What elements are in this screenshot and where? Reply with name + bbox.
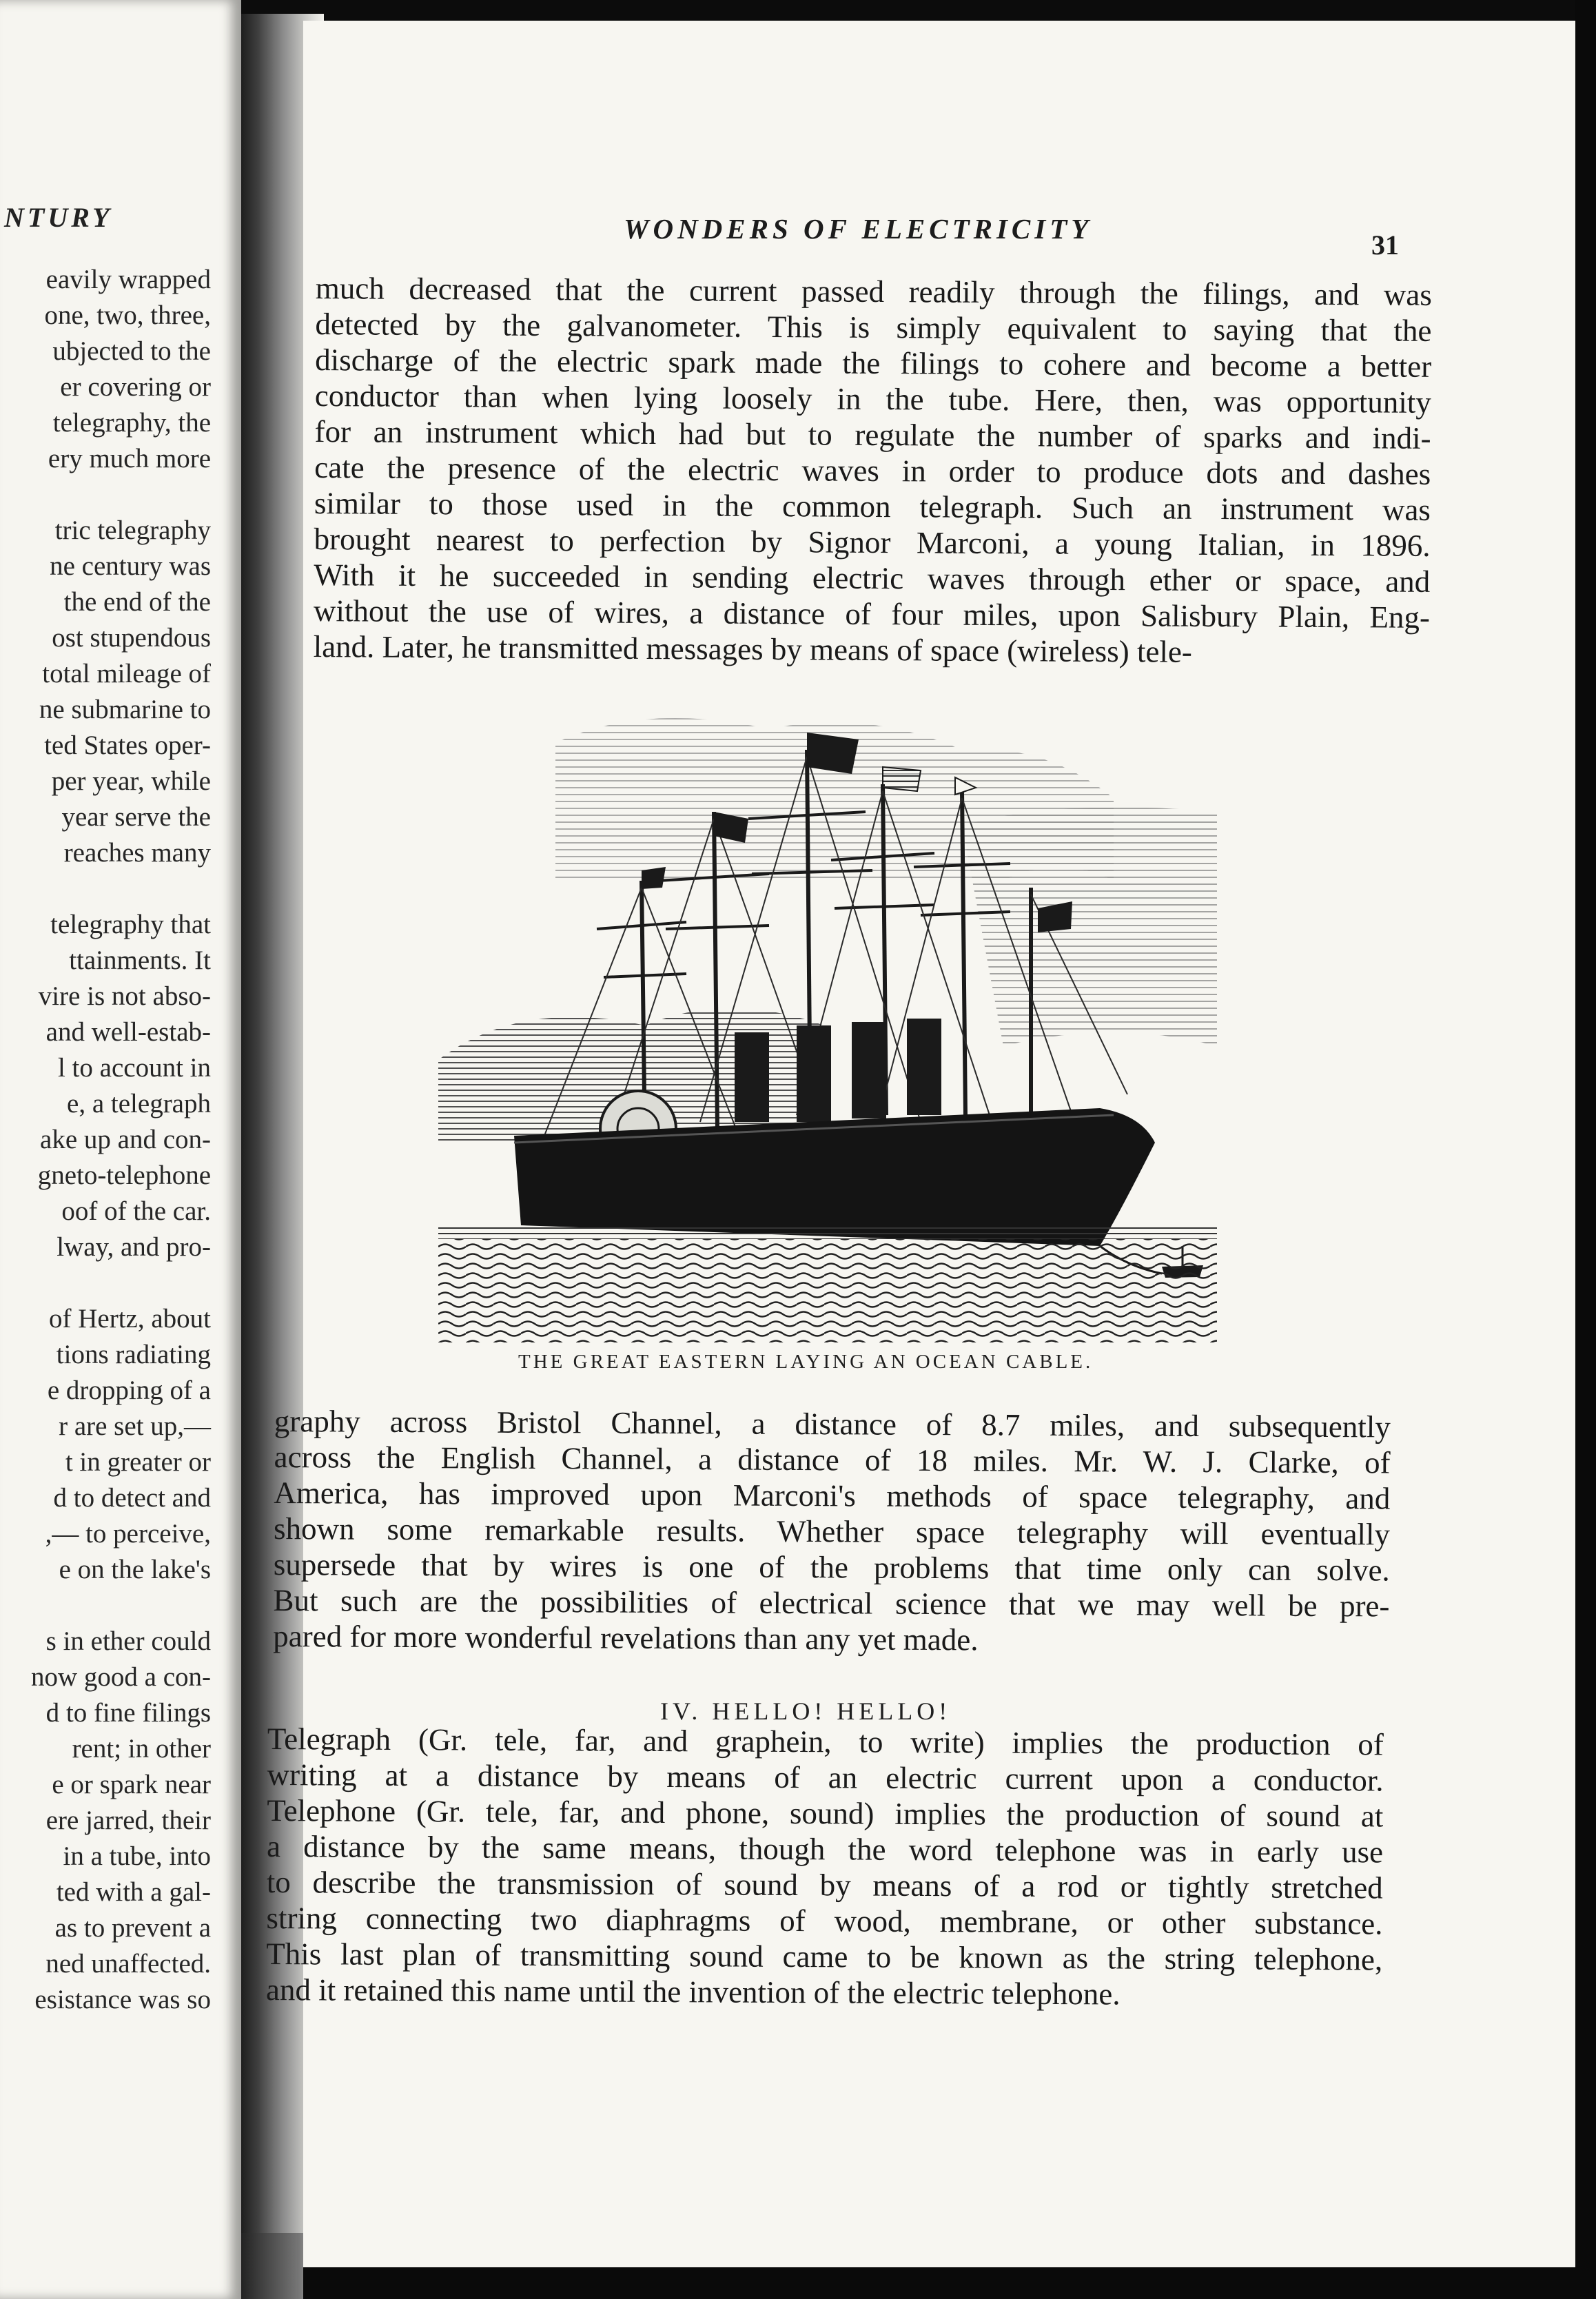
text-line: land. Later, he transmitted messages by means of space (wireless) tele-	[313, 629, 1193, 669]
left-page-line: now good a con-	[30, 1662, 211, 1692]
left-page-line: d to detect and	[53, 1483, 211, 1513]
text-line: pared for more wonderful revelations than any yet made.	[273, 1618, 979, 1657]
left-page-line: er covering or	[60, 372, 211, 402]
text-line: brought nearest to perfection by Signor Marconi, a young Italian, in 1896.	[314, 521, 1431, 563]
left-page-line: ne century was	[50, 551, 211, 581]
left-page-line: lway, and pro-	[57, 1232, 211, 1262]
left-page-line: in a tube, into	[63, 1841, 211, 1871]
scan-right-border	[1575, 0, 1596, 2299]
page-number: 31	[1371, 229, 1399, 260]
left-page-line: per year, while	[51, 766, 211, 796]
left-page-line: ubjected to the	[52, 336, 211, 366]
text-line: shown some remarkable results. Whether space telegraphy will eventually	[273, 1511, 1391, 1552]
text-line: detected by the galvanometer. This is simply equivalent to saying that the	[315, 306, 1432, 348]
left-page-line: s in ether could	[45, 1626, 211, 1656]
left-page-line: ,— to perceive,	[45, 1519, 211, 1549]
left-page-line: ery much more	[48, 444, 211, 473]
paragraph-marconi	[314, 270, 1432, 671]
text-line: Telegraph (Gr. tele, far, and graphein, to write) implies the production of	[267, 1721, 1384, 1762]
text-line: With it he succeeded in sending electric waves through ether or space, and	[314, 557, 1431, 599]
left-page-line: e or spark near	[52, 1770, 211, 1799]
left-page-line: e, a telegraph	[67, 1089, 211, 1118]
text-line: graphy across Bristol Channel, a distance of 8.7 miles, and subsequently	[274, 1404, 1391, 1444]
left-page-line: oof of the car.	[61, 1196, 211, 1226]
left-page	[0, 0, 241, 2299]
text-line: string connecting two diaphragms of wood, membrane, or other substance.	[266, 1900, 1383, 1941]
left-page-line: eavily wrapped	[45, 265, 211, 294]
left-page-line: e dropping of a	[47, 1376, 211, 1405]
left-page-line: as to prevent a	[54, 1913, 211, 1943]
text-line: supersede that by wires is one of the problems that time only can solve.	[273, 1546, 1390, 1588]
text-line: similar to those used in the common telegraph. Such an instrument was	[314, 485, 1431, 527]
left-page-line: one, two, three,	[44, 300, 211, 330]
text-line: without the use of wires, a distance of four miles, upon Salisbury Plain, Eng-	[313, 593, 1431, 635]
text-line: America, has improved upon Marconi's methods of space telegraphy, and	[274, 1475, 1391, 1516]
left-page-line: vire is not abso-	[38, 981, 211, 1011]
text-line: to describe the transmission of sound by means of a rod or tightly stretched	[266, 1864, 1383, 1905]
left-page-line: telegraphy, the	[52, 408, 211, 438]
text-line: cate the presence of the electric waves in order to produce dots and dashes	[314, 449, 1431, 491]
left-page-line: gneto-telephone	[37, 1161, 211, 1190]
text-line: a distance by the same means, though the word telephone was in early use	[266, 1828, 1384, 1870]
left-page-line: ted States oper-	[44, 730, 211, 760]
left-page-line: e on the lake's	[59, 1555, 211, 1584]
left-page-line: ted with a gal-	[56, 1877, 211, 1907]
text-line: This last plan of transmitting sound came to be known as the string telephone,	[266, 1936, 1383, 1977]
paragraph-space-telegraphy	[273, 1403, 1391, 1659]
text-line: writing at a distance by means of an electric current upon a conductor.	[267, 1757, 1384, 1798]
left-page-line: telegraphy that	[50, 910, 211, 939]
left-page-line: ttainments. It	[69, 946, 211, 975]
left-page-line: ere jarred, their	[45, 1806, 211, 1835]
running-head: WONDERS OF ELECTRICITY	[624, 213, 1093, 245]
left-page-line: t in greater or	[65, 1447, 211, 1477]
left-page-line: the end of the	[63, 587, 211, 617]
left-page-line: ne submarine to	[39, 695, 211, 724]
left-page-line: tions radiating	[56, 1340, 211, 1369]
left-page-line: and well-estab-	[45, 1017, 211, 1047]
left-page-line: ost stupendous	[52, 623, 211, 653]
text-line: and it retained this name until the invention of the electric telephone.	[265, 1972, 1121, 2012]
left-page-line: ake up and con-	[40, 1125, 211, 1154]
section-heading: IV. HELLO! HELLO!	[660, 1697, 952, 1725]
left-page-line: reaches many	[63, 838, 211, 868]
illustration-caption: THE GREAT EASTERN LAYING AN OCEAN CABLE.	[518, 1351, 1094, 1373]
text-line: across the English Channel, a distance of 18 miles. Mr. W. J. Clarke, of	[274, 1439, 1391, 1480]
text-line: much decreased that the current passed readily through the filings, and was	[315, 270, 1432, 312]
text-line: But such are the possibilities of electrical science that we may well be pre-	[273, 1582, 1390, 1624]
left-page-line: esistance was so	[34, 1985, 211, 2014]
left-page-line: year serve the	[61, 802, 211, 832]
left-page-line: l to account in	[57, 1053, 211, 1083]
text-line: discharge of the electric spark made the filings to cohere and become a better	[315, 342, 1432, 384]
left-page-line: total mileage of	[42, 659, 211, 688]
left-page-line: rent; in other	[72, 1734, 211, 1764]
left-page-line: of Hertz, about	[49, 1304, 211, 1334]
left-page-line: r are set up,—	[59, 1411, 211, 1441]
paragraph-telephone	[266, 1721, 1384, 2013]
text-line: conductor than when lying loosely in the tube. Here, then, was opportunity	[314, 378, 1432, 420]
left-page-line: d to fine filings	[45, 1698, 211, 1728]
left-page-line: ned unaffected.	[45, 1949, 211, 1979]
scan-bottom-border	[303, 2267, 1596, 2299]
left-running-head: NTURY	[4, 202, 113, 233]
text-line: Telephone (Gr. tele, far, and phone, sound) implies the production of sound at	[267, 1792, 1384, 1834]
great-eastern-ship-illustration	[438, 702, 1217, 1342]
text-line: for an instrument which had but to regulate the number of sparks and indi-	[314, 413, 1431, 456]
left-page-line: tric telegraphy	[54, 515, 211, 545]
